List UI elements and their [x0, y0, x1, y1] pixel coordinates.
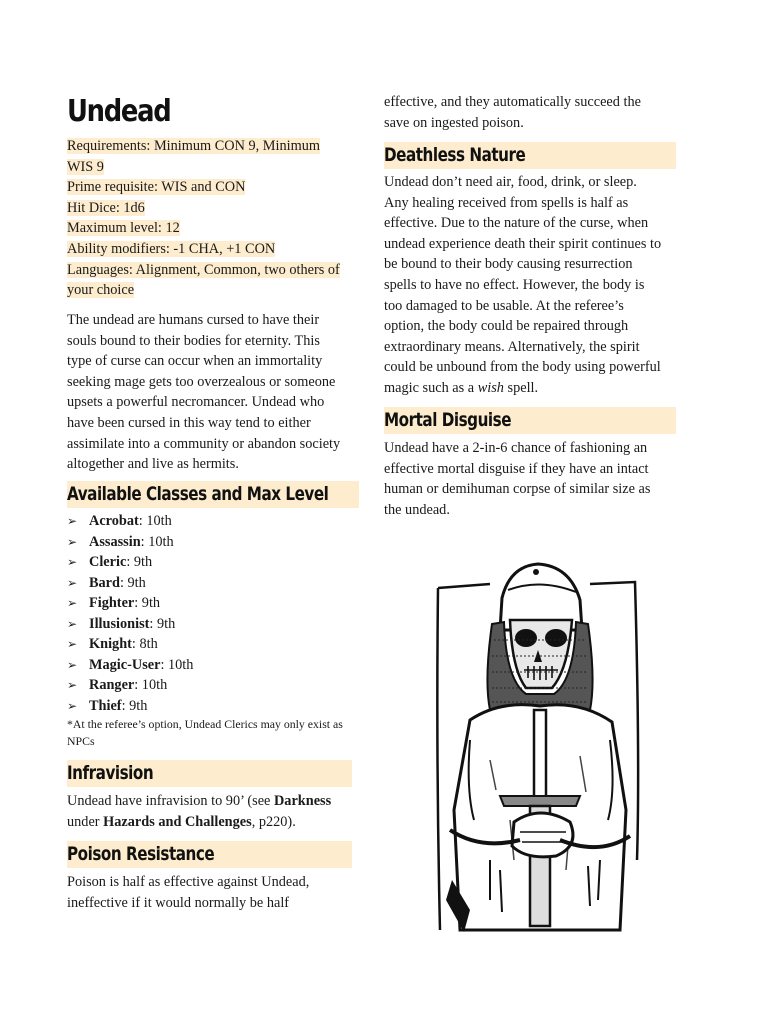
- mortal-disguise-paragraph: Undead have a 2-in-6 chance of fashioning an effective mortal disguise if they have an intact human or demihuman corpse of similar size as the undead.: [384, 440, 651, 518]
- list-item: ➢ Cleric: 9th: [67, 552, 193, 573]
- arrow-bullet-icon: ➢: [67, 555, 78, 569]
- poison-heading: Poison Resistance: [67, 841, 352, 868]
- arrow-bullet-icon: ➢: [67, 698, 78, 713]
- deathless-heading: Deathless Nature: [384, 142, 676, 169]
- infravision-heading: Infravision: [67, 760, 352, 787]
- ability-modifiers: Ability modifiers: -1 CHA, +1 CON: [67, 240, 276, 257]
- hit-dice: Hit Dice: 1d6: [67, 199, 145, 216]
- list-item: ➢ Acrobat: 10th: [67, 511, 193, 532]
- intro-paragraph: The undead are humans cursed to have their souls bound to their bodies for eternity. This type of curse can occur when an immortality seeking mage gets too overzealous or someone upsets a powerful necromancer. Undead who have been cursed in this way tend to either assimilate into a community or abandon society altogether and live as hermits.: [67, 312, 341, 473]
- arrow-bullet-icon: ➢: [67, 657, 78, 672]
- poison-paragraph: Poison is half as effective against Undead, ineffective if it would normally be half: [67, 874, 310, 911]
- list-item: ➢ Knight: 8th: [67, 634, 193, 655]
- arrow-bullet-icon: ➢: [67, 678, 78, 692]
- arrow-bullet-icon: ➢: [67, 637, 78, 651]
- maximum-level: Maximum level: 12: [67, 220, 180, 237]
- classes-footnote: *At the referee’s option, Undead Clerics may only exist as NPCs: [67, 717, 343, 748]
- infravision-paragraph: Undead have infravision to 90’ (see Darkness under Hazards and Challenges, p220).: [67, 793, 332, 830]
- arrow-bullet-icon: ➢: [67, 616, 78, 631]
- requirements-line: WIS 9: [67, 158, 104, 175]
- list-item: ➢ Illusionist: 9th: [67, 614, 193, 635]
- arrow-bullet-icon: ➢: [67, 514, 78, 528]
- arrow-bullet-icon: ➢: [67, 534, 78, 549]
- languages-line: your choice: [67, 282, 135, 299]
- page-title: Undead: [67, 94, 171, 129]
- list-item: ➢ Assassin: 10th: [67, 532, 193, 553]
- list-item: ➢ Ranger: 10th: [67, 675, 193, 696]
- deathless-paragraph: Undead don’t need air, food, drink, or sleep. Any healing received from spells is half as effective. Due to the nature of the curse, when undead experience death their spirit continues to be bound to their body causing resurrection spells to have no effect. However, the body is too damaged to be usable. At the referee’s option, the body could be repaired through extraordinary means. Alternatively, the spirit could be unbound from the body using powerful magic such as a wish spell.: [384, 174, 662, 396]
- list-item: ➢ Magic-User: 10th: [67, 655, 193, 676]
- requirements-block: [67, 136, 363, 301]
- class-list: [67, 511, 193, 716]
- list-item: ➢ Thief: 9th: [67, 696, 193, 717]
- classes-heading: Available Classes and Max Level: [67, 481, 359, 508]
- list-item: ➢ Bard: 9th: [67, 573, 193, 594]
- poison-paragraph-continued: effective, and they automatically succeed the save on ingested poison.: [384, 94, 641, 131]
- requirements-line: Requirements: Minimum CON 9, Minimum: [67, 138, 320, 154]
- undead-knight-illustration: [430, 560, 650, 932]
- list-item: ➢ Fighter: 9th: [67, 593, 193, 614]
- languages-line: Languages: Alignment, Common, two others of: [67, 261, 340, 278]
- arrow-bullet-icon: ➢: [67, 596, 78, 610]
- prime-requisite: Prime requisite: WIS and CON: [67, 179, 246, 196]
- arrow-bullet-icon: ➢: [67, 575, 78, 590]
- mortal-disguise-heading: Mortal Disguise: [384, 407, 676, 434]
